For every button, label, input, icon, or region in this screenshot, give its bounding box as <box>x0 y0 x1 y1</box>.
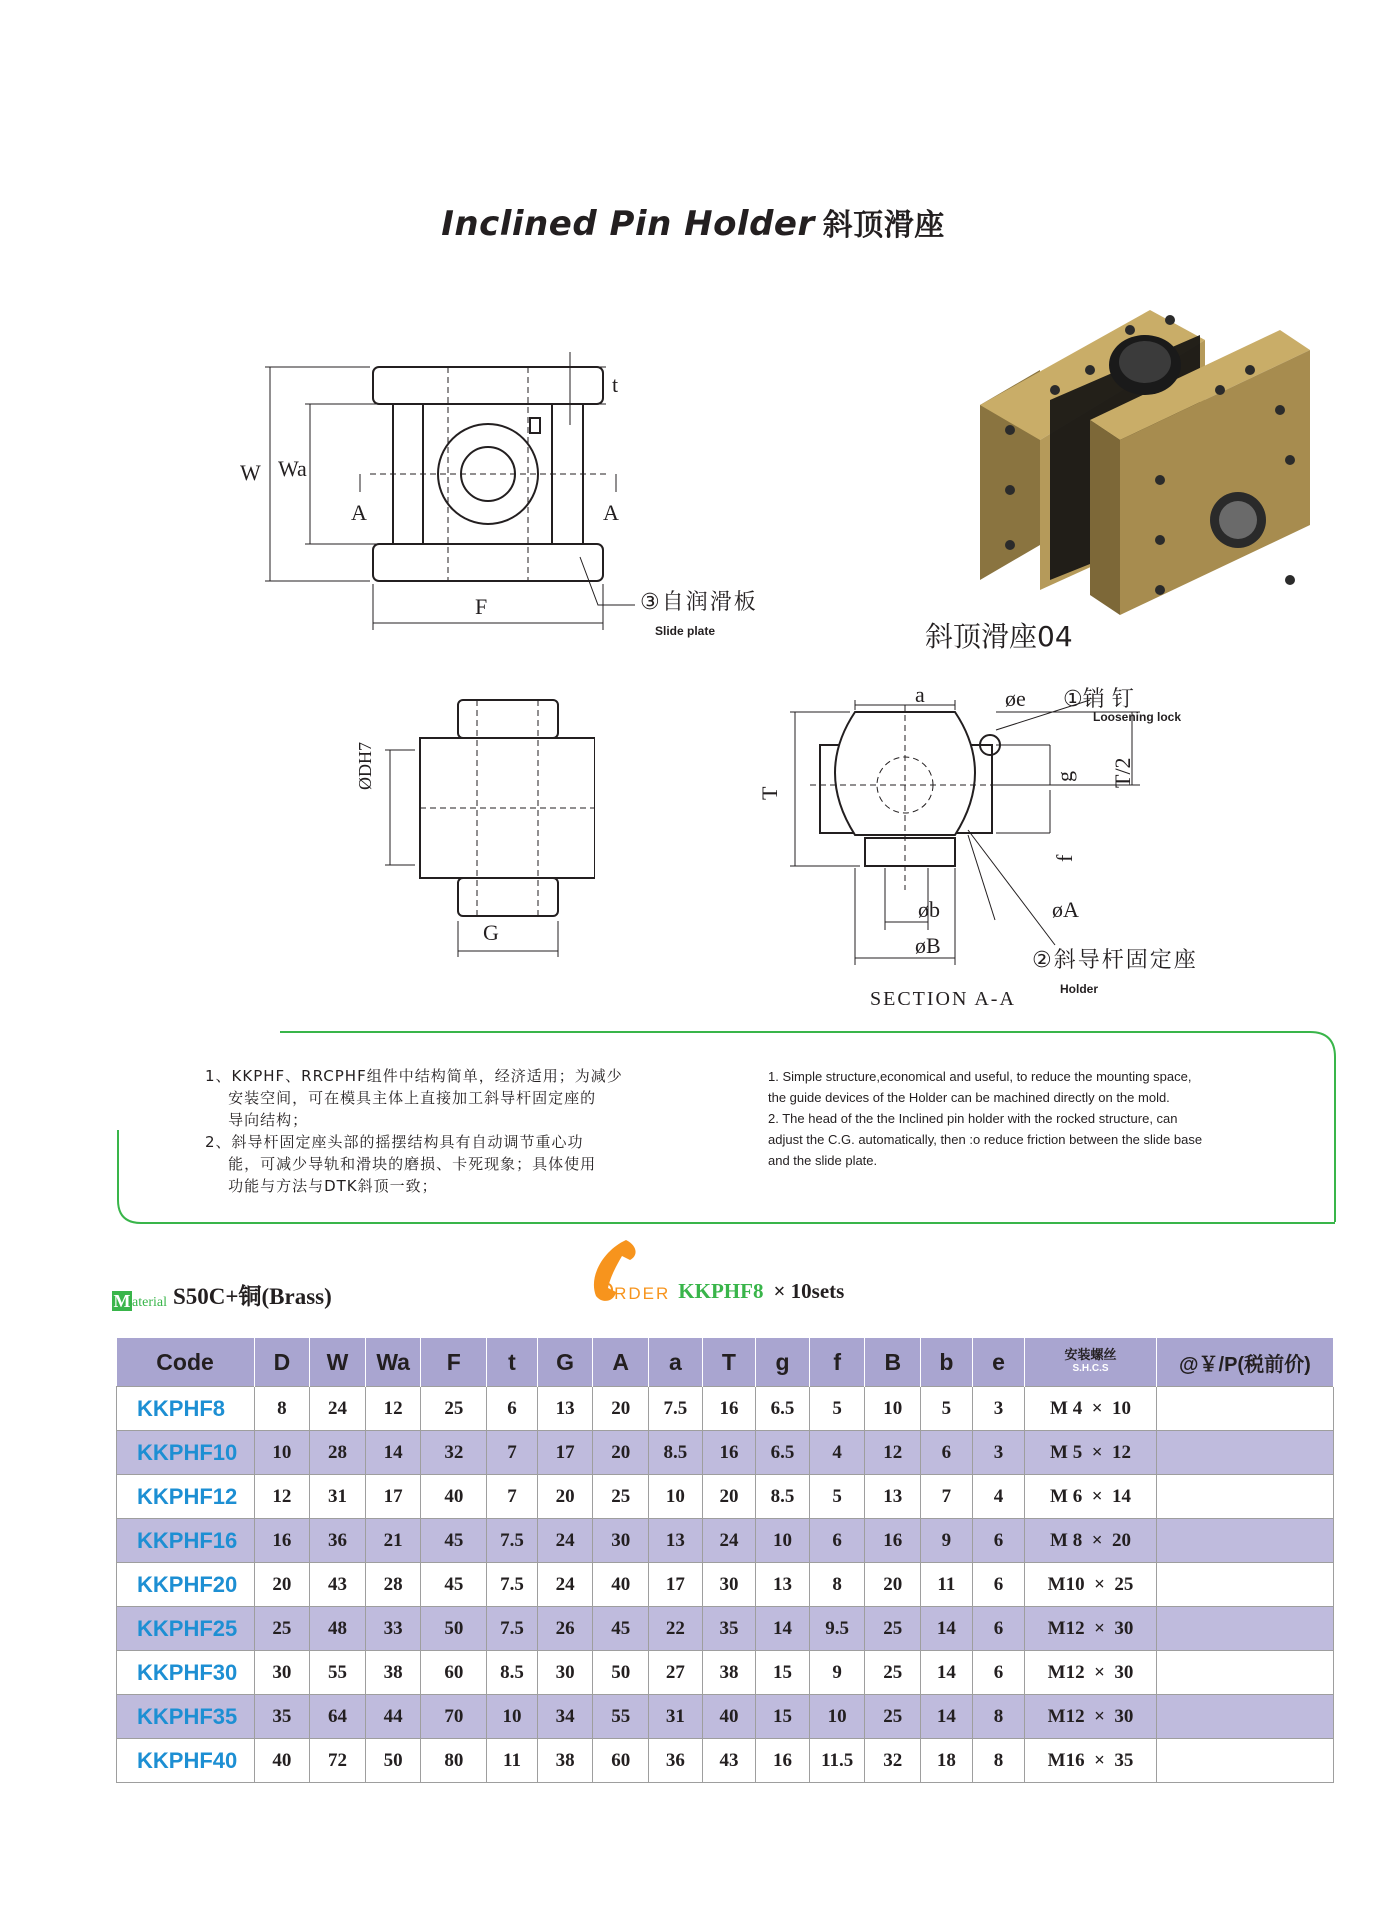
callout-holder: ②斜导杆固定座 <box>1032 948 1198 973</box>
notes-en <box>768 1066 1202 1171</box>
cell-price <box>1156 1431 1333 1475</box>
note-cn-line: 能，可减少导轨和滑块的磨损、卡死现象；具体使用 <box>205 1155 597 1173</box>
table-header-row <box>117 1338 1334 1387</box>
page-title <box>0 200 1386 244</box>
cell-value: 30 <box>254 1651 310 1695</box>
cell-value: 8 <box>972 1739 1025 1783</box>
cell-value: 4 <box>809 1431 865 1475</box>
dim-label-g: G <box>483 920 499 945</box>
table-body <box>117 1387 1334 1783</box>
cell-value: 10 <box>254 1431 310 1475</box>
table-row <box>117 1563 1334 1607</box>
cell-code: KKPHF35 <box>117 1695 255 1739</box>
cell-value: 12 <box>865 1431 921 1475</box>
cell-price <box>1156 1475 1333 1519</box>
cell-value: 7.5 <box>649 1387 703 1431</box>
cell-value: 24 <box>537 1519 593 1563</box>
cell-value: 36 <box>649 1739 703 1783</box>
cell-value: 32 <box>865 1739 921 1783</box>
cell-value: 24 <box>537 1563 593 1607</box>
cell-screw: M12 × 30 <box>1025 1651 1157 1695</box>
photo-caption: 斜顶滑座04 <box>925 620 1073 653</box>
cell-value: 5 <box>921 1387 973 1431</box>
cell-value: 12 <box>254 1475 310 1519</box>
col-header: Code <box>117 1338 255 1387</box>
cell-value: 33 <box>365 1607 421 1651</box>
order-code: KKPHF8 <box>678 1279 764 1303</box>
cell-value: 9 <box>809 1651 865 1695</box>
cell-value: 10 <box>649 1475 703 1519</box>
note-en-line: adjust the C.G. automatically, then :o reduce friction between the slide base <box>768 1132 1203 1147</box>
cell-value: 6 <box>972 1563 1025 1607</box>
cell-value: 10 <box>487 1695 538 1739</box>
screw-header-cn: 安装螺丝 <box>1064 1347 1117 1362</box>
cell-value: 16 <box>254 1519 310 1563</box>
cell-value: 28 <box>365 1563 421 1607</box>
cell-value: 45 <box>421 1519 487 1563</box>
cell-value: 8.5 <box>756 1475 810 1519</box>
cell-value: 50 <box>593 1651 649 1695</box>
cell-value: 7 <box>921 1475 973 1519</box>
cell-value: 5 <box>809 1387 865 1431</box>
cell-code: KKPHF25 <box>117 1607 255 1651</box>
cell-value: 43 <box>310 1563 366 1607</box>
dim-label-T: T <box>757 786 782 800</box>
cell-value: 27 <box>649 1651 703 1695</box>
side-view-drawing <box>355 695 595 965</box>
product-photo <box>980 290 1320 620</box>
cell-value: 6 <box>487 1387 538 1431</box>
cell-value: 60 <box>593 1739 649 1783</box>
cell-value: 17 <box>537 1431 593 1475</box>
cell-value: 26 <box>537 1607 593 1651</box>
cell-value: 20 <box>593 1431 649 1475</box>
note-en-line: the guide devices of the Holder can be machined directly on the mold. <box>768 1090 1170 1105</box>
dim-label-wa: Wa <box>278 456 307 481</box>
callout-holder-en: Holder <box>1060 982 1099 996</box>
cell-value: 10 <box>865 1387 921 1431</box>
cell-screw: M 6 × 14 <box>1025 1475 1157 1519</box>
cell-price <box>1156 1563 1333 1607</box>
cell-value: 5 <box>809 1475 865 1519</box>
cell-value: 31 <box>649 1695 703 1739</box>
cell-screw: M 4 × 10 <box>1025 1387 1157 1431</box>
cell-screw: M16 × 35 <box>1025 1739 1157 1783</box>
cell-value: 38 <box>365 1651 421 1695</box>
cell-screw: M 8 × 20 <box>1025 1519 1157 1563</box>
cell-value: 14 <box>921 1695 973 1739</box>
cell-value: 8.5 <box>649 1431 703 1475</box>
col-header: G <box>537 1338 593 1387</box>
cell-value: 13 <box>865 1475 921 1519</box>
cell-value: 17 <box>649 1563 703 1607</box>
cell-value: 36 <box>310 1519 366 1563</box>
cell-value: 24 <box>310 1387 366 1431</box>
cell-value: 25 <box>865 1607 921 1651</box>
table-row <box>117 1475 1334 1519</box>
cell-value: 60 <box>421 1651 487 1695</box>
cell-value: 7 <box>487 1475 538 1519</box>
cell-value: 16 <box>702 1387 756 1431</box>
cell-screw: M12 × 30 <box>1025 1695 1157 1739</box>
cell-value: 15 <box>756 1695 810 1739</box>
cell-screw: M 5 × 12 <box>1025 1431 1157 1475</box>
cell-value: 6 <box>809 1519 865 1563</box>
cell-value: 45 <box>593 1607 649 1651</box>
cell-screw: M10 × 25 <box>1025 1563 1157 1607</box>
cell-value: 14 <box>921 1607 973 1651</box>
cell-value: 40 <box>702 1695 756 1739</box>
material-initial: M <box>113 1291 131 1311</box>
cell-value: 30 <box>593 1519 649 1563</box>
cell-code: KKPHF8 <box>117 1387 255 1431</box>
cell-value: 9 <box>921 1519 973 1563</box>
cell-value: 11 <box>921 1563 973 1607</box>
cell-value: 20 <box>593 1387 649 1431</box>
order-label-rest: RDER <box>614 1284 671 1303</box>
cell-value: 35 <box>254 1695 310 1739</box>
col-header: B <box>865 1338 921 1387</box>
cell-value: 25 <box>865 1651 921 1695</box>
cell-value: 50 <box>365 1739 421 1783</box>
title-en: Inclined Pin Holder <box>441 204 815 244</box>
table-row <box>117 1431 1334 1475</box>
cell-value: 35 <box>702 1607 756 1651</box>
cell-value: 7 <box>487 1431 538 1475</box>
cell-value: 13 <box>649 1519 703 1563</box>
col-header: Wa <box>365 1338 421 1387</box>
spec-table <box>116 1338 1334 1783</box>
cell-price <box>1156 1739 1333 1783</box>
cell-value: 30 <box>537 1651 593 1695</box>
cell-value: 11 <box>487 1739 538 1783</box>
table-row <box>117 1607 1334 1651</box>
callout-loosening-lock: ①销 钉 <box>1063 687 1134 712</box>
col-header: W <box>310 1338 366 1387</box>
cell-value: 24 <box>702 1519 756 1563</box>
dim-label-f-section: f <box>1052 854 1077 862</box>
cell-code: KKPHF12 <box>117 1475 255 1519</box>
order-label <box>597 1278 844 1304</box>
cell-value: 34 <box>537 1695 593 1739</box>
table-row <box>117 1695 1334 1739</box>
cell-value: 15 <box>756 1651 810 1695</box>
cell-value: 6 <box>972 1607 1025 1651</box>
section-mark-left: A <box>351 500 367 525</box>
cell-value: 3 <box>972 1431 1025 1475</box>
note-cn-line: 2、斜导杆固定座头部的摇摆结构具有自动调节重心功 <box>205 1133 584 1151</box>
cell-value: 11.5 <box>809 1739 865 1783</box>
dim-label-b-capital: øB <box>915 933 941 958</box>
cell-value: 8 <box>809 1563 865 1607</box>
cell-price <box>1156 1651 1333 1695</box>
cell-price <box>1156 1607 1333 1651</box>
col-header: b <box>921 1338 973 1387</box>
col-header-price: @￥/P(税前价) <box>1156 1338 1333 1387</box>
col-header: a <box>649 1338 703 1387</box>
cell-value: 70 <box>421 1695 487 1739</box>
cell-screw: M12 × 30 <box>1025 1607 1157 1651</box>
cell-value: 8 <box>254 1387 310 1431</box>
cell-value: 8 <box>972 1695 1025 1739</box>
dim-label-t: t <box>612 372 619 397</box>
cell-value: 25 <box>421 1387 487 1431</box>
dim-label-f: F <box>475 594 488 619</box>
cell-value: 38 <box>702 1651 756 1695</box>
col-header: A <box>593 1338 649 1387</box>
cell-code: KKPHF10 <box>117 1431 255 1475</box>
note-cn-line: 安装空间，可在模具主体上直接加工斜导杆固定座的 <box>205 1089 597 1107</box>
note-cn-line: 导向结构； <box>205 1111 309 1129</box>
cell-value: 7.5 <box>487 1607 538 1651</box>
note-en-line: and the slide plate. <box>768 1153 878 1168</box>
callout-slide-plate-en: Slide plate <box>655 624 716 638</box>
cell-value: 18 <box>921 1739 973 1783</box>
dim-label-d: ØDH7 <box>355 742 375 790</box>
section-mark-right: A <box>603 500 619 525</box>
cell-value: 6 <box>972 1519 1025 1563</box>
cell-value: 8.5 <box>487 1651 538 1695</box>
col-header: T <box>702 1338 756 1387</box>
cell-value: 32 <box>421 1431 487 1475</box>
order-initial: O <box>597 1278 615 1303</box>
cell-value: 16 <box>865 1519 921 1563</box>
callout-slide-plate: ③自润滑板 <box>640 590 758 615</box>
cell-value: 25 <box>593 1475 649 1519</box>
cell-value: 31 <box>310 1475 366 1519</box>
dim-label-g-section: g <box>1052 771 1077 782</box>
material-value: S50C+铜(Brass) <box>172 1284 332 1309</box>
note-en-line: 1. Simple structure,economical and useful, to reduce the mounting space, <box>768 1069 1192 1084</box>
col-header-screw <box>1025 1338 1157 1387</box>
cell-value: 3 <box>972 1387 1025 1431</box>
cell-value: 40 <box>254 1739 310 1783</box>
callout-loosening-lock-en: Loosening lock <box>1093 710 1182 724</box>
cell-value: 25 <box>865 1695 921 1739</box>
cell-value: 44 <box>365 1695 421 1739</box>
table-row <box>117 1739 1334 1783</box>
cell-code: KKPHF40 <box>117 1739 255 1783</box>
cell-value: 13 <box>537 1387 593 1431</box>
dim-label-t-half: T/2 <box>1110 757 1135 788</box>
cell-value: 30 <box>702 1563 756 1607</box>
cell-value: 25 <box>254 1607 310 1651</box>
cell-value: 12 <box>365 1387 421 1431</box>
cell-value: 50 <box>421 1607 487 1651</box>
cell-value: 17 <box>365 1475 421 1519</box>
cell-value: 16 <box>702 1431 756 1475</box>
col-header: D <box>254 1338 310 1387</box>
notes-cn <box>205 1065 623 1197</box>
table-row <box>117 1651 1334 1695</box>
cell-value: 9.5 <box>809 1607 865 1651</box>
cell-value: 6.5 <box>756 1431 810 1475</box>
cell-value: 20 <box>254 1563 310 1607</box>
col-header: e <box>972 1338 1025 1387</box>
table-row <box>117 1387 1334 1431</box>
cell-value: 28 <box>310 1431 366 1475</box>
cell-value: 16 <box>756 1739 810 1783</box>
cell-value: 55 <box>593 1695 649 1739</box>
cell-value: 4 <box>972 1475 1025 1519</box>
cell-value: 6 <box>921 1431 973 1475</box>
note-en-line: 2. The head of the the Inclined pin holder with the rocked structure, can <box>768 1111 1178 1126</box>
cell-value: 7.5 <box>487 1563 538 1607</box>
table-row <box>117 1519 1334 1563</box>
cell-value: 45 <box>421 1563 487 1607</box>
note-cn-line: 功能与方法与DTK斜顶一致； <box>205 1177 438 1195</box>
cell-value: 14 <box>921 1651 973 1695</box>
cell-price <box>1156 1695 1333 1739</box>
cell-price <box>1156 1387 1333 1431</box>
cell-value: 48 <box>310 1607 366 1651</box>
section-label: SECTION A-A <box>870 988 1016 1010</box>
cell-value: 40 <box>593 1563 649 1607</box>
cell-value: 72 <box>310 1739 366 1783</box>
dim-label-w: W <box>240 460 261 485</box>
cell-value: 20 <box>702 1475 756 1519</box>
cell-value: 6 <box>972 1651 1025 1695</box>
dim-label-a-capital: øA <box>1052 897 1079 922</box>
col-header: g <box>756 1338 810 1387</box>
material-label <box>112 1278 332 1311</box>
cell-value: 14 <box>756 1607 810 1651</box>
screw-header-sub: S.H.C.S <box>1072 1363 1109 1374</box>
cell-value: 64 <box>310 1695 366 1739</box>
cell-value: 20 <box>865 1563 921 1607</box>
cell-value: 10 <box>756 1519 810 1563</box>
cell-code: KKPHF16 <box>117 1519 255 1563</box>
note-cn-line: 1、KKPHF、RRCPHF组件中结构简单，经济适用；为减少 <box>205 1067 623 1085</box>
col-header: F <box>421 1338 487 1387</box>
cell-value: 21 <box>365 1519 421 1563</box>
cell-value: 43 <box>702 1739 756 1783</box>
cell-value: 40 <box>421 1475 487 1519</box>
cell-value: 55 <box>310 1651 366 1695</box>
cell-value: 14 <box>365 1431 421 1475</box>
cell-code: KKPHF20 <box>117 1563 255 1607</box>
order-qty: × 10sets <box>773 1279 845 1303</box>
col-header: t <box>487 1338 538 1387</box>
dim-label-b-small: øb <box>918 897 940 922</box>
material-label-rest: aterial <box>132 1295 167 1310</box>
dim-label-a-small: a <box>915 682 925 707</box>
cell-value: 22 <box>649 1607 703 1651</box>
cell-value: 20 <box>537 1475 593 1519</box>
cell-code: KKPHF30 <box>117 1651 255 1695</box>
title-cn: 斜顶滑座 <box>822 208 945 243</box>
cell-value: 6.5 <box>756 1387 810 1431</box>
dim-label-e: øe <box>1005 686 1026 711</box>
cell-value: 80 <box>421 1739 487 1783</box>
cell-value: 10 <box>809 1695 865 1739</box>
cell-value: 7.5 <box>487 1519 538 1563</box>
cell-value: 13 <box>756 1563 810 1607</box>
col-header: f <box>809 1338 865 1387</box>
cell-value: 38 <box>537 1739 593 1783</box>
cell-price <box>1156 1519 1333 1563</box>
